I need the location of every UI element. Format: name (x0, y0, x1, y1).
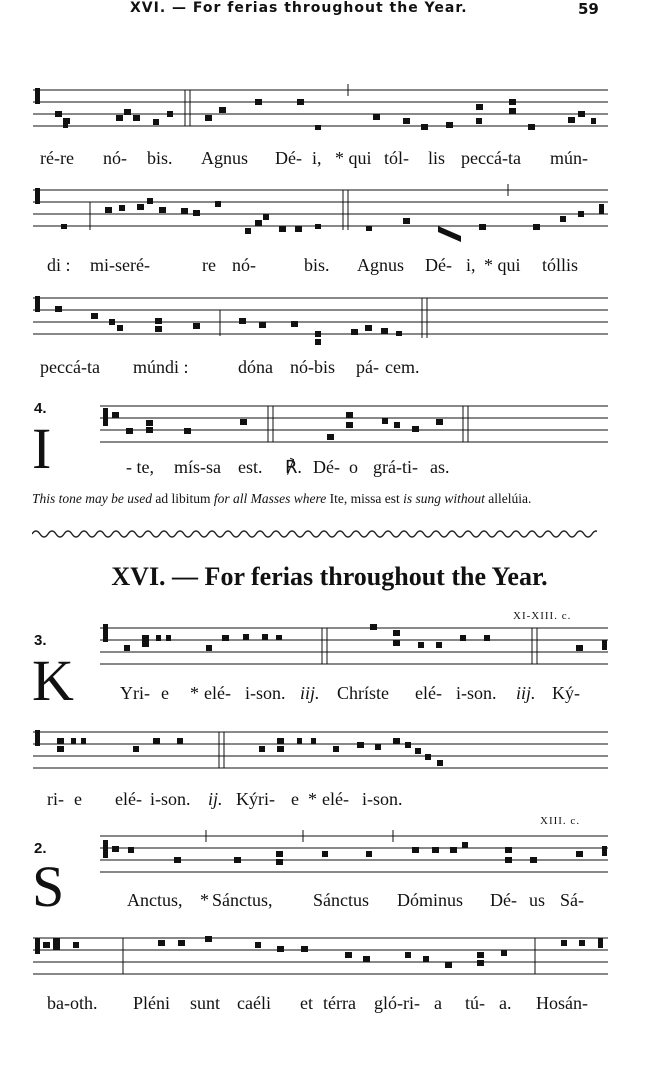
syllable: Ký- (552, 683, 580, 703)
syllable: mís-sa (174, 457, 221, 477)
syllable: nó- (103, 148, 127, 168)
section-title: XVI. — For ferias throughout the Year. (111, 562, 548, 591)
syllable: tú- (465, 993, 485, 1013)
syllable: Sánctus, (212, 890, 273, 910)
syllable: nó- (232, 255, 256, 275)
staff-sanctus-2 (33, 928, 608, 984)
syllable: elé- (322, 789, 349, 809)
syllable: di : (47, 255, 71, 275)
syllable: iij. (300, 683, 320, 703)
syllable: bis. (147, 148, 173, 168)
syllable: * qui (484, 255, 521, 275)
syllable: Dé- (313, 457, 340, 477)
syllable: lis (428, 148, 446, 168)
syllable: Sá- (560, 890, 584, 910)
drop-initial: I (32, 416, 52, 481)
staff-kyrie-1 (100, 618, 608, 670)
lyrics-agnus-1 (0, 148, 659, 172)
staff-kyrie-2 (33, 722, 608, 778)
syllable: cem. (385, 357, 420, 377)
syllable: us (529, 890, 546, 910)
syllable: i-son. (245, 683, 286, 703)
syllable: a. (499, 993, 512, 1013)
drop-initial: S (32, 854, 65, 919)
syllable: Dé- (275, 148, 302, 168)
syllable: ij. (208, 789, 223, 809)
lyrics-agnus-3 (0, 357, 659, 381)
syllable: est. (238, 457, 263, 477)
ornamental-divider (32, 527, 597, 546)
syllable: sunt (190, 993, 221, 1013)
syllable: * qui (335, 148, 372, 168)
syllable: re (202, 255, 216, 275)
rubric-part: ad libitum (155, 491, 211, 506)
syllable: i, (466, 255, 476, 275)
syllable: bis. (304, 255, 330, 275)
syllable: elé- (115, 789, 142, 809)
syllable: Anctus, (127, 890, 183, 910)
syllable: Chríste (337, 683, 389, 703)
syllable: nó-bis (290, 357, 335, 377)
staff-agnus-1 (33, 80, 608, 136)
page-number: 59 (578, 0, 599, 18)
rubric-part: is sung without (403, 491, 485, 506)
syllable: térra (323, 993, 356, 1013)
rubric-part: for all Masses where (213, 491, 327, 506)
syllable: Dé- (490, 890, 517, 910)
lyrics-kyrie-2 (0, 789, 659, 813)
syllable: e (291, 789, 299, 809)
mode-number: 3. (34, 632, 47, 649)
syllable: múndi : (133, 357, 189, 377)
syllable: o (349, 457, 358, 477)
mode-number: 4. (34, 400, 47, 417)
syllable: Kýri- (236, 789, 275, 809)
syllable: dóna (238, 357, 273, 377)
rubric-part: Ite, missa est (329, 491, 400, 506)
lyrics-sanctus-1 (0, 890, 659, 914)
syllable: a (434, 993, 442, 1013)
syllable: peccá-ta (40, 357, 100, 377)
syllable: tóllis (542, 255, 579, 275)
syllable: iij. (516, 683, 536, 703)
rubric-part: This tone may be used (32, 491, 152, 506)
syllable: grá-ti- (373, 457, 418, 477)
staff-ite (100, 398, 608, 448)
syllable: ℟. (285, 457, 302, 477)
syllable: Pléni (133, 993, 171, 1013)
syllable: mi-seré- (90, 255, 150, 275)
syllable: i, (312, 148, 322, 168)
syllable: peccá-ta (461, 148, 521, 168)
syllable: Dóminus (397, 890, 464, 910)
running-head-title: XVI. — For ferias throughout the Year. (130, 0, 468, 16)
syllable: ré-re (40, 148, 74, 168)
syllable: * (190, 683, 199, 703)
syllable: gló-ri- (374, 993, 420, 1013)
syllable: Hosán- (536, 993, 588, 1013)
lyrics-ite (0, 457, 659, 481)
syllable: * (200, 890, 209, 910)
lyrics-kyrie-1 (0, 683, 659, 707)
syllable: - te, (126, 457, 154, 477)
syllable: ri- (47, 789, 64, 809)
syllable: pá- (356, 357, 379, 377)
syllable: et (300, 993, 313, 1013)
syllable: Agnus (357, 255, 405, 275)
lyrics-agnus-2 (0, 255, 659, 279)
kyrie-reference: XI-XIII. c. (513, 610, 572, 622)
syllable: Yri- (120, 683, 150, 703)
syllable: * (308, 789, 317, 809)
syllable: Agnus (201, 148, 249, 168)
syllable: tól- (384, 148, 409, 168)
drop-initial: K (32, 648, 74, 713)
syllable: elé- (204, 683, 231, 703)
syllable: elé- (415, 683, 442, 703)
syllable: Dé- (425, 255, 452, 275)
rubric-note (32, 491, 627, 507)
lyrics-sanctus-2 (0, 993, 659, 1017)
staff-sanctus-1 (100, 826, 608, 882)
staff-agnus-2 (33, 180, 608, 244)
syllable: i-son. (150, 789, 191, 809)
syllable: as. (430, 457, 450, 477)
running-head (0, 0, 659, 24)
sanctus-reference: XIII. c. (540, 815, 581, 827)
syllable: caéli (237, 993, 271, 1013)
syllable: ba-oth. (47, 993, 98, 1013)
staff-agnus-3 (33, 288, 608, 352)
syllable: mún- (550, 148, 588, 168)
syllable: e (161, 683, 169, 703)
syllable: i-son. (456, 683, 497, 703)
syllable: e (74, 789, 82, 809)
syllable: i-son. (362, 789, 403, 809)
rubric-part: allelúia. (488, 491, 532, 506)
mode-number: 2. (34, 840, 47, 857)
syllable: Sánctus (313, 890, 369, 910)
